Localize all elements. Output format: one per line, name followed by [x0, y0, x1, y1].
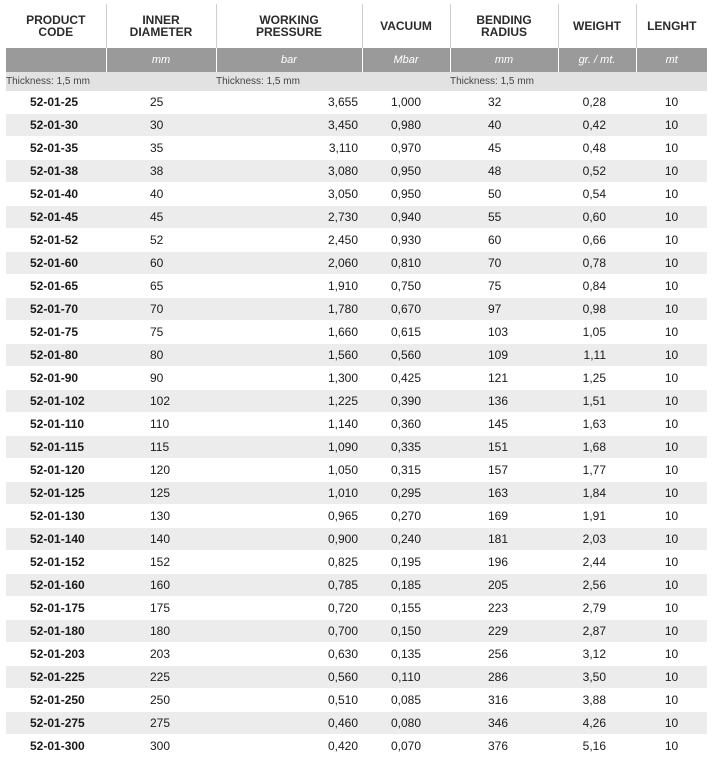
- cell-vacuum: 0,970: [362, 137, 450, 160]
- cell-inner-diameter: 25: [106, 91, 216, 114]
- cell-working-pressure: 0,700: [216, 620, 362, 643]
- thickness-note: Thickness: 1,5 mm: [216, 72, 450, 91]
- cell-weight: 1,05: [558, 321, 636, 344]
- cell-product-code: 52-01-203: [6, 643, 106, 666]
- cell-lenght: 10: [636, 712, 707, 735]
- cell-weight: 3,50: [558, 666, 636, 689]
- table-row: [6, 689, 707, 712]
- cell-lenght: 10: [636, 137, 707, 160]
- cell-inner-diameter: 250: [106, 689, 216, 712]
- cell-vacuum: 0,155: [362, 597, 450, 620]
- cell-bending-radius: 256: [450, 643, 558, 666]
- cell-vacuum: 0,560: [362, 344, 450, 367]
- cell-product-code: 52-01-38: [6, 160, 106, 183]
- cell-working-pressure: 1,300: [216, 367, 362, 390]
- cell-lenght: 10: [636, 459, 707, 482]
- cell-product-code: 52-01-30: [6, 114, 106, 137]
- cell-bending-radius: 75: [450, 275, 558, 298]
- table-row: [6, 252, 707, 275]
- table-row: [6, 206, 707, 229]
- cell-product-code: 52-01-140: [6, 528, 106, 551]
- cell-weight: 2,79: [558, 597, 636, 620]
- cell-product-code: 52-01-130: [6, 505, 106, 528]
- cell-weight: 0,48: [558, 137, 636, 160]
- table-row: [6, 551, 707, 574]
- cell-bending-radius: 169: [450, 505, 558, 528]
- cell-lenght: 10: [636, 689, 707, 712]
- cell-inner-diameter: 75: [106, 321, 216, 344]
- cell-weight: 0,42: [558, 114, 636, 137]
- cell-bending-radius: 97: [450, 298, 558, 321]
- cell-bending-radius: 109: [450, 344, 558, 367]
- cell-product-code: 52-01-180: [6, 620, 106, 643]
- cell-weight: 3,12: [558, 643, 636, 666]
- cell-lenght: 10: [636, 436, 707, 459]
- unit-cell: [6, 48, 106, 72]
- cell-bending-radius: 151: [450, 436, 558, 459]
- cell-inner-diameter: 70: [106, 298, 216, 321]
- cell-lenght: 10: [636, 735, 707, 758]
- cell-product-code: 52-01-65: [6, 275, 106, 298]
- cell-bending-radius: 136: [450, 390, 558, 413]
- cell-vacuum: 0,810: [362, 252, 450, 275]
- cell-inner-diameter: 300: [106, 735, 216, 758]
- cell-working-pressure: 3,050: [216, 183, 362, 206]
- cell-inner-diameter: 102: [106, 390, 216, 413]
- table-row: [6, 528, 707, 551]
- cell-vacuum: 0,150: [362, 620, 450, 643]
- cell-lenght: 10: [636, 505, 707, 528]
- cell-working-pressure: 0,900: [216, 528, 362, 551]
- cell-working-pressure: 2,730: [216, 206, 362, 229]
- cell-bending-radius: 45: [450, 137, 558, 160]
- units-row: [6, 48, 707, 72]
- table-row: [6, 91, 707, 114]
- cell-product-code: 52-01-60: [6, 252, 106, 275]
- cell-weight: 0,98: [558, 298, 636, 321]
- cell-product-code: 52-01-110: [6, 413, 106, 436]
- cell-inner-diameter: 40: [106, 183, 216, 206]
- cell-vacuum: 0,390: [362, 390, 450, 413]
- cell-working-pressure: 2,060: [216, 252, 362, 275]
- cell-weight: 1,25: [558, 367, 636, 390]
- cell-bending-radius: 50: [450, 183, 558, 206]
- cell-working-pressure: 0,720: [216, 597, 362, 620]
- cell-working-pressure: 0,965: [216, 505, 362, 528]
- cell-working-pressure: 1,010: [216, 482, 362, 505]
- cell-vacuum: 0,425: [362, 367, 450, 390]
- cell-bending-radius: 48: [450, 160, 558, 183]
- cell-inner-diameter: 65: [106, 275, 216, 298]
- cell-bending-radius: 316: [450, 689, 558, 712]
- spec-table: [6, 4, 707, 758]
- cell-weight: 0,60: [558, 206, 636, 229]
- thickness-row: [6, 72, 707, 91]
- cell-working-pressure: 0,785: [216, 574, 362, 597]
- cell-product-code: 52-01-300: [6, 735, 106, 758]
- unit-cell: gr. / mt.: [558, 48, 636, 72]
- cell-product-code: 52-01-102: [6, 390, 106, 413]
- cell-weight: 4,26: [558, 712, 636, 735]
- cell-inner-diameter: 140: [106, 528, 216, 551]
- cell-vacuum: 0,195: [362, 551, 450, 574]
- cell-product-code: 52-01-70: [6, 298, 106, 321]
- cell-lenght: 10: [636, 298, 707, 321]
- cell-bending-radius: 40: [450, 114, 558, 137]
- cell-lenght: 10: [636, 528, 707, 551]
- cell-product-code: 52-01-225: [6, 666, 106, 689]
- cell-product-code: 52-01-152: [6, 551, 106, 574]
- table-row: [6, 735, 707, 758]
- cell-lenght: 10: [636, 413, 707, 436]
- cell-vacuum: 0,980: [362, 114, 450, 137]
- cell-inner-diameter: 110: [106, 413, 216, 436]
- cell-inner-diameter: 30: [106, 114, 216, 137]
- cell-weight: 3,88: [558, 689, 636, 712]
- cell-weight: 1,51: [558, 390, 636, 413]
- header-vacuum: VACUUM: [362, 4, 450, 48]
- cell-bending-radius: 346: [450, 712, 558, 735]
- cell-inner-diameter: 175: [106, 597, 216, 620]
- table-row: [6, 321, 707, 344]
- cell-inner-diameter: 60: [106, 252, 216, 275]
- cell-lenght: 10: [636, 482, 707, 505]
- cell-lenght: 10: [636, 160, 707, 183]
- cell-weight: 1,68: [558, 436, 636, 459]
- header-product-code: PRODUCT CODE: [6, 4, 106, 48]
- cell-product-code: 52-01-35: [6, 137, 106, 160]
- cell-working-pressure: 0,510: [216, 689, 362, 712]
- cell-bending-radius: 145: [450, 413, 558, 436]
- cell-bending-radius: 55: [450, 206, 558, 229]
- cell-weight: 1,63: [558, 413, 636, 436]
- cell-weight: 0,28: [558, 91, 636, 114]
- cell-inner-diameter: 45: [106, 206, 216, 229]
- cell-product-code: 52-01-160: [6, 574, 106, 597]
- cell-bending-radius: 32: [450, 91, 558, 114]
- table-row: [6, 482, 707, 505]
- cell-inner-diameter: 130: [106, 505, 216, 528]
- table-row: [6, 183, 707, 206]
- cell-vacuum: 0,185: [362, 574, 450, 597]
- cell-vacuum: 0,295: [362, 482, 450, 505]
- cell-bending-radius: 157: [450, 459, 558, 482]
- table-row: [6, 712, 707, 735]
- cell-inner-diameter: 52: [106, 229, 216, 252]
- cell-weight: 2,87: [558, 620, 636, 643]
- cell-product-code: 52-01-90: [6, 367, 106, 390]
- cell-inner-diameter: 160: [106, 574, 216, 597]
- table-row: [6, 137, 707, 160]
- cell-weight: 2,44: [558, 551, 636, 574]
- cell-working-pressure: 3,080: [216, 160, 362, 183]
- unit-cell: mm: [106, 48, 216, 72]
- table-row: [6, 344, 707, 367]
- table-row: [6, 505, 707, 528]
- table-row: [6, 114, 707, 137]
- cell-product-code: 52-01-250: [6, 689, 106, 712]
- table-row: [6, 620, 707, 643]
- table-row: [6, 367, 707, 390]
- cell-product-code: 52-01-175: [6, 597, 106, 620]
- cell-product-code: 52-01-125: [6, 482, 106, 505]
- cell-inner-diameter: 125: [106, 482, 216, 505]
- cell-working-pressure: 0,420: [216, 735, 362, 758]
- cell-working-pressure: 1,560: [216, 344, 362, 367]
- cell-vacuum: 0,135: [362, 643, 450, 666]
- table-row: [6, 459, 707, 482]
- header-row: [6, 4, 707, 48]
- table-row: [6, 436, 707, 459]
- cell-lenght: 10: [636, 321, 707, 344]
- cell-weight: 2,56: [558, 574, 636, 597]
- table-row: [6, 298, 707, 321]
- cell-vacuum: 0,750: [362, 275, 450, 298]
- cell-bending-radius: 223: [450, 597, 558, 620]
- cell-working-pressure: 1,050: [216, 459, 362, 482]
- cell-working-pressure: 1,225: [216, 390, 362, 413]
- cell-weight: 1,11: [558, 344, 636, 367]
- cell-lenght: 10: [636, 367, 707, 390]
- header-inner-diameter: INNER DIAMETER: [106, 4, 216, 48]
- cell-bending-radius: 181: [450, 528, 558, 551]
- cell-vacuum: 0,270: [362, 505, 450, 528]
- unit-cell: bar: [216, 48, 362, 72]
- header-working-pressure: WORKING PRESSURE: [216, 4, 362, 48]
- cell-vacuum: 0,930: [362, 229, 450, 252]
- cell-product-code: 52-01-275: [6, 712, 106, 735]
- cell-inner-diameter: 35: [106, 137, 216, 160]
- cell-weight: 0,52: [558, 160, 636, 183]
- cell-product-code: 52-01-75: [6, 321, 106, 344]
- cell-lenght: 10: [636, 275, 707, 298]
- cell-lenght: 10: [636, 597, 707, 620]
- cell-lenght: 10: [636, 183, 707, 206]
- table-row: [6, 390, 707, 413]
- cell-vacuum: 0,360: [362, 413, 450, 436]
- cell-inner-diameter: 90: [106, 367, 216, 390]
- cell-bending-radius: 229: [450, 620, 558, 643]
- cell-product-code: 52-01-40: [6, 183, 106, 206]
- cell-inner-diameter: 225: [106, 666, 216, 689]
- cell-vacuum: 0,950: [362, 160, 450, 183]
- cell-inner-diameter: 115: [106, 436, 216, 459]
- table-row: [6, 666, 707, 689]
- cell-lenght: 10: [636, 620, 707, 643]
- cell-working-pressure: 1,140: [216, 413, 362, 436]
- cell-vacuum: 0,080: [362, 712, 450, 735]
- cell-vacuum: 0,950: [362, 183, 450, 206]
- cell-working-pressure: 3,655: [216, 91, 362, 114]
- cell-weight: 0,78: [558, 252, 636, 275]
- cell-working-pressure: 3,110: [216, 137, 362, 160]
- cell-inner-diameter: 203: [106, 643, 216, 666]
- cell-inner-diameter: 275: [106, 712, 216, 735]
- cell-weight: 0,84: [558, 275, 636, 298]
- table-row: [6, 275, 707, 298]
- cell-working-pressure: 1,910: [216, 275, 362, 298]
- cell-lenght: 10: [636, 390, 707, 413]
- cell-bending-radius: 70: [450, 252, 558, 275]
- header-weight: WEIGHT: [558, 4, 636, 48]
- cell-product-code: 52-01-25: [6, 91, 106, 114]
- cell-lenght: 10: [636, 643, 707, 666]
- cell-working-pressure: 0,560: [216, 666, 362, 689]
- table-row: [6, 229, 707, 252]
- cell-vacuum: 0,315: [362, 459, 450, 482]
- cell-weight: 0,66: [558, 229, 636, 252]
- cell-working-pressure: 1,660: [216, 321, 362, 344]
- cell-bending-radius: 121: [450, 367, 558, 390]
- cell-product-code: 52-01-80: [6, 344, 106, 367]
- cell-lenght: 10: [636, 344, 707, 367]
- cell-vacuum: 0,110: [362, 666, 450, 689]
- cell-lenght: 10: [636, 114, 707, 137]
- cell-product-code: 52-01-45: [6, 206, 106, 229]
- cell-product-code: 52-01-52: [6, 229, 106, 252]
- cell-working-pressure: 1,090: [216, 436, 362, 459]
- cell-working-pressure: 1,780: [216, 298, 362, 321]
- cell-weight: 1,91: [558, 505, 636, 528]
- cell-working-pressure: 0,825: [216, 551, 362, 574]
- cell-vacuum: 1,000: [362, 91, 450, 114]
- cell-lenght: 10: [636, 666, 707, 689]
- cell-inner-diameter: 180: [106, 620, 216, 643]
- cell-working-pressure: 3,450: [216, 114, 362, 137]
- cell-working-pressure: 2,450: [216, 229, 362, 252]
- cell-weight: 0,54: [558, 183, 636, 206]
- table-row: [6, 574, 707, 597]
- cell-lenght: 10: [636, 229, 707, 252]
- cell-weight: 1,77: [558, 459, 636, 482]
- cell-inner-diameter: 152: [106, 551, 216, 574]
- cell-weight: 1,84: [558, 482, 636, 505]
- cell-weight: 2,03: [558, 528, 636, 551]
- thickness-note: Thickness: 1,5 mm: [6, 72, 216, 91]
- cell-working-pressure: 0,630: [216, 643, 362, 666]
- header-lenght: LENGHT: [636, 4, 707, 48]
- table-body: [6, 91, 707, 758]
- cell-bending-radius: 163: [450, 482, 558, 505]
- cell-vacuum: 0,615: [362, 321, 450, 344]
- cell-lenght: 10: [636, 206, 707, 229]
- table-row: [6, 160, 707, 183]
- cell-vacuum: 0,670: [362, 298, 450, 321]
- cell-lenght: 10: [636, 252, 707, 275]
- cell-bending-radius: 103: [450, 321, 558, 344]
- cell-bending-radius: 60: [450, 229, 558, 252]
- cell-bending-radius: 376: [450, 735, 558, 758]
- cell-bending-radius: 286: [450, 666, 558, 689]
- table-row: [6, 643, 707, 666]
- cell-vacuum: 0,085: [362, 689, 450, 712]
- cell-lenght: 10: [636, 551, 707, 574]
- cell-vacuum: 0,070: [362, 735, 450, 758]
- cell-inner-diameter: 120: [106, 459, 216, 482]
- cell-vacuum: 0,335: [362, 436, 450, 459]
- cell-bending-radius: 196: [450, 551, 558, 574]
- header-bending-radius: BENDING RADIUS: [450, 4, 558, 48]
- cell-bending-radius: 205: [450, 574, 558, 597]
- cell-product-code: 52-01-120: [6, 459, 106, 482]
- unit-cell: mt: [636, 48, 707, 72]
- thickness-note: Thickness: 1,5 mm: [450, 72, 707, 91]
- unit-cell: mm: [450, 48, 558, 72]
- cell-inner-diameter: 38: [106, 160, 216, 183]
- table-row: [6, 597, 707, 620]
- cell-lenght: 10: [636, 91, 707, 114]
- cell-vacuum: 0,240: [362, 528, 450, 551]
- cell-weight: 5,16: [558, 735, 636, 758]
- cell-vacuum: 0,940: [362, 206, 450, 229]
- table-row: [6, 413, 707, 436]
- cell-lenght: 10: [636, 574, 707, 597]
- cell-inner-diameter: 80: [106, 344, 216, 367]
- cell-product-code: 52-01-115: [6, 436, 106, 459]
- cell-working-pressure: 0,460: [216, 712, 362, 735]
- unit-cell: Mbar: [362, 48, 450, 72]
